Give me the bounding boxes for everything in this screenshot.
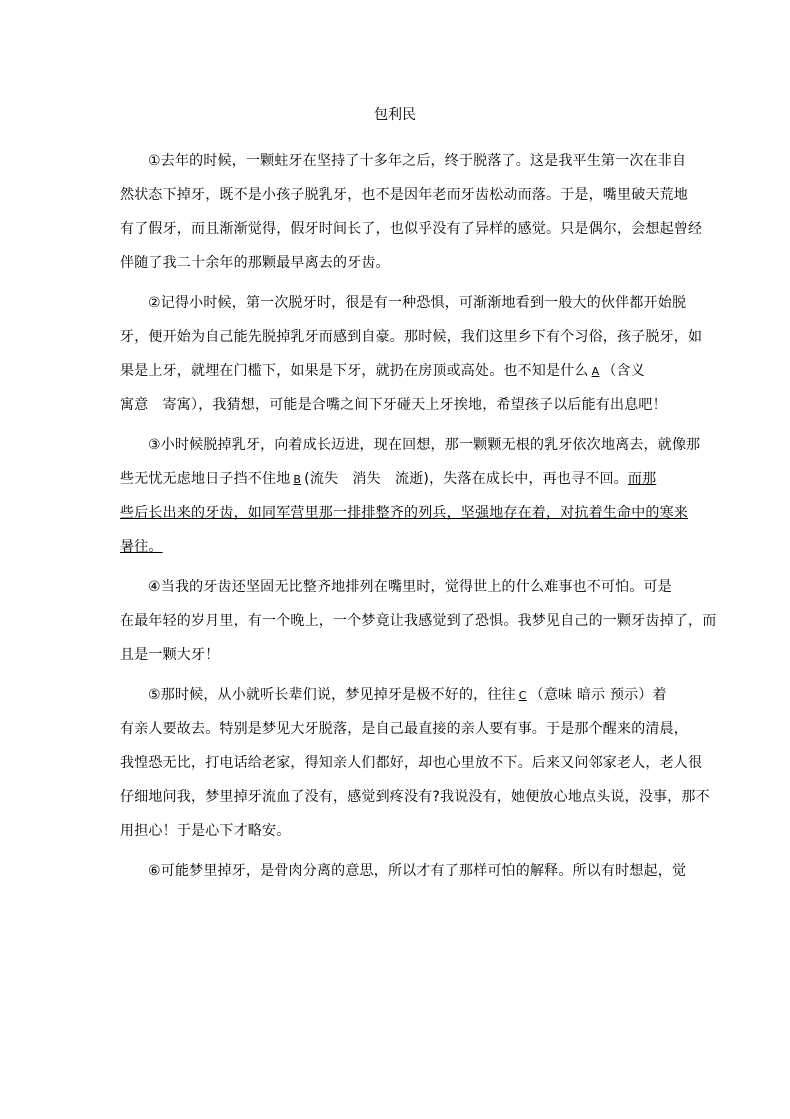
text-line: 伴随了我二十余年的那颗最早离去的牙齿。 bbox=[120, 255, 390, 271]
text-line: 牙，便开始为自己能先脱掉乳牙而感到自豪。那时候，我们这里乡下有个习俗，孩子脱牙，如 bbox=[120, 329, 703, 345]
article-title: 包利民 bbox=[374, 107, 416, 123]
text-line bbox=[120, 360, 680, 394]
underlined-text: 而那 bbox=[627, 471, 657, 487]
paragraph-2 bbox=[120, 292, 703, 428]
paragraph-4 bbox=[120, 576, 717, 678]
text-line: 用担心！于是心下才略安。 bbox=[120, 823, 291, 839]
text-line bbox=[120, 468, 680, 502]
line-text: 果是上牙，就埋在门槛下，如果是下牙，就扔在房顶或高处。也不知是什么 bbox=[120, 363, 589, 379]
fill-blank: A bbox=[591, 365, 600, 378]
text-line: 有亲人要故去。特别是梦见大牙脱落，是自己最直接的亲人要有事。于是那个醒来的清晨， bbox=[120, 721, 688, 737]
text-line: ③小时候脱掉乳牙，向着成长迈进，现在回想，那一颗颗无根的乳牙依次地离去，就像那 bbox=[148, 437, 701, 453]
paragraph-6 bbox=[120, 860, 687, 894]
text-line: 寓意 寄寓），我猜想，可能是合嘴之间下牙碰天上牙挨地，希望孩子以后能有出息吧！ bbox=[120, 397, 667, 413]
fill-blank: C bbox=[518, 689, 527, 702]
text-line: ①去年的时候，一颗蛀牙在坚持了十多年之后，终于脱落了。这是我平生第一次在非自 bbox=[148, 153, 687, 169]
fill-blank: B bbox=[293, 473, 302, 486]
text-line: 有了假牙，而且渐渐觉得，假牙时间长了，也似乎没有了异样的感觉。只是偶尔，会想起曾经 bbox=[120, 221, 703, 237]
line-text: （意味 暗示 预示）着 bbox=[529, 687, 667, 703]
text-line bbox=[120, 502, 688, 536]
article-body bbox=[120, 150, 717, 900]
paragraph-1 bbox=[120, 150, 703, 286]
paragraph-5 bbox=[120, 684, 710, 854]
text-line: 仔细地问我，梦里掉牙流血了没有，感觉到疼没有?我说没有，她便放心地点头说，没事，那不 bbox=[120, 789, 710, 805]
text-line bbox=[120, 536, 680, 570]
text-line: ⑥可能梦里掉牙，是骨肉分离的意思，所以才有了那样可怕的解释。所以有时想起，觉 bbox=[148, 863, 687, 879]
line-text: (流失 消失 流逝)，失落在成长中，再也寻不回。 bbox=[304, 471, 628, 487]
text-line: 在最年轻的岁月里，有一个晚上，一个梦竟让我感觉到了恐惧。我梦见自己的一颗牙齿掉了，而 bbox=[120, 613, 717, 629]
underlined-text: 些后长出来的牙齿，如同军营里那一排排整齐的列兵，坚强地存在着，对抗着生命中的寒来 bbox=[120, 505, 688, 521]
line-text: （含义 bbox=[602, 363, 645, 379]
text-line: 且是一颗大牙！ bbox=[120, 647, 220, 663]
text-line: 我惶恐无比，打电话给老家，得知亲人们都好，却也心里放不下。后来又问邻家老人，老人很 bbox=[120, 755, 703, 771]
text-line bbox=[120, 684, 680, 718]
text-line: 然状态下掉牙，既不是小孩子脱乳牙，也不是因年老而牙齿松动而落。于是，嘴里破天荒地 bbox=[120, 187, 688, 203]
paragraph-3 bbox=[120, 434, 701, 570]
line-text: ⑤那时候，从小就听长辈们说，梦见掉牙是极不好的，往往 bbox=[148, 687, 516, 703]
text-line: ②记得小时候，第一次脱牙时，很是有一种恐惧，可渐渐地看到一般大的伙伴都开始脱 bbox=[148, 295, 687, 311]
text-line: ④当我的牙齿还坚固无比整齐地排列在嘴里时，觉得世上的什么难事也不可怕。可是 bbox=[148, 579, 672, 595]
line-text: 些无忧无虑地日子挡不住地 bbox=[120, 471, 291, 487]
underlined-text: 暑往。 bbox=[120, 539, 163, 555]
